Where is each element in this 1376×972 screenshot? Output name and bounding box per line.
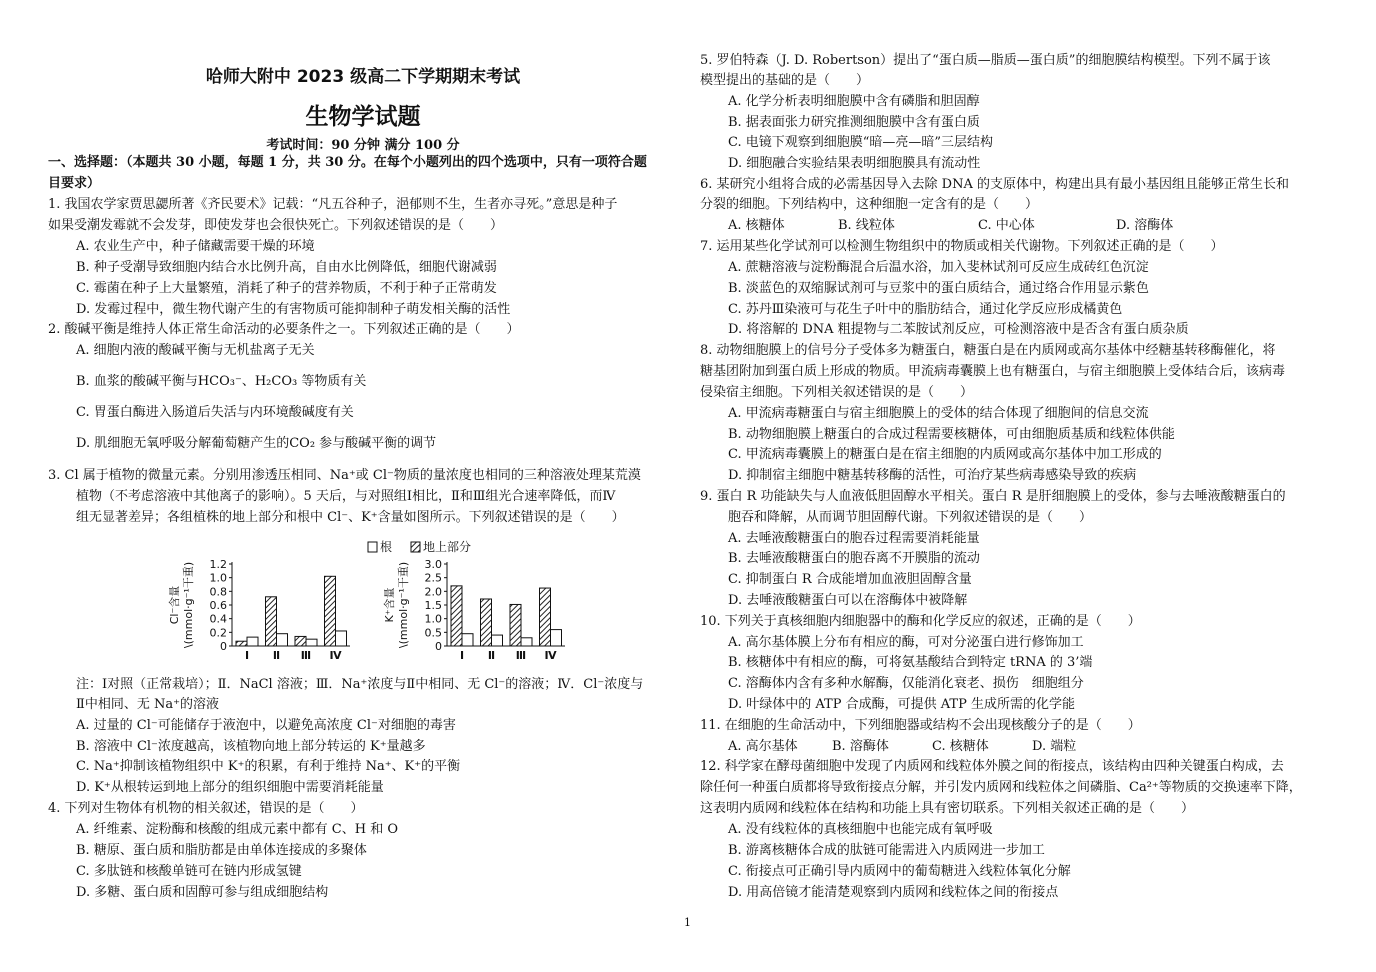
q5-option-d: D. 细胞融合实验结果表明细胞膜具有流动性	[728, 156, 981, 171]
chart2-y-label: K⁺含量	[383, 587, 396, 623]
q5-stem: 5. 罗伯特森（J. D. Robertson）提出了“蛋白质—脂质—蛋白质”的细胞膜结构模型。下列不属于该	[700, 53, 1271, 68]
q1-stem: 1. 我国农学家贾思勰所著《齐民要术》记载：“凡五谷种子，浥郁则不生，生者亦寻死。”意思是种子	[48, 197, 618, 212]
q1-option-d: D. 发霉过程中，微生物代谢产生的有害物质可能抑制种子萌发相关酶的活性	[76, 302, 511, 317]
q6-option-d: D. 溶酶体	[1116, 218, 1174, 233]
q6-option-b: B. 线粒体	[838, 218, 895, 233]
q3-note: 注：Ⅰ对照（正常栽培）；Ⅱ．NaCl 溶液；Ⅲ．Na⁺浓度与Ⅱ中相同、无 Cl⁻的溶液；Ⅳ．Cl⁻浓度与	[76, 677, 644, 692]
q12-stem-cont: 除任何一种蛋白质都将导致衔接点分解，并引发内质网和线粒体之间磷脂、Ca²⁺等物质的交换速率下降，	[700, 780, 1302, 795]
q2-option-c: C. 胃蛋白酶进入肠道后失活与内环境酸碱度有关	[76, 405, 354, 420]
q12-option-c: C. 衔接点可正确引导内质网中的葡萄糖进入线粒体氧化分解	[728, 864, 1071, 879]
chart2-bar-root	[492, 635, 503, 646]
q8-stem-cont2: 侵染宿主细胞。下列相关叙述错误的是（ ）	[700, 385, 974, 400]
q10-option-b: B. 核糖体中有相应的酶，可将氨基酸结合到特定 tRNA 的 3’端	[728, 655, 1093, 670]
chart1-y-tick-label: 0.6	[209, 599, 227, 612]
q9-stem-cont: 胞吞和降解，从而调节胆固醇代谢。下列叙述错误的是（ ）	[728, 510, 1093, 525]
q11-option-d: D. 端粒	[1032, 739, 1077, 754]
chart1-bar-shoot	[236, 641, 247, 646]
q11-option-b: B. 溶酶体	[832, 739, 889, 754]
q3-stem-cont: 植物（不考虑溶液中其他离子的影响）。5 天后，与对照组Ⅰ相比，Ⅱ和Ⅲ组光合速率降低，而Ⅳ	[76, 489, 616, 504]
chart1-bar-root	[336, 631, 347, 646]
chart2-bar-root	[551, 630, 562, 646]
q2-stem: 2. 酸碱平衡是维持人体正常生命活动的必要条件之一。下列叙述正确的是（ ）	[48, 322, 520, 337]
chart2-bar-root	[462, 634, 473, 646]
q7-option-d: D. 将溶解的 DNA 粗提物与二苯胺试剂反应，可检测溶液中是否含有蛋白质杂质	[728, 322, 1189, 337]
q3-stem: 3. Cl 属于植物的微量元素。分别用渗透压相同、Na⁺或 Cl⁻物质的量浓度也相同的三种溶液处理某荒漠	[48, 468, 641, 483]
q11-option-c: C. 核糖体	[932, 739, 989, 754]
q10-option-d: D. 叶绿体中的 ATP 合成酶，可提供 ATP 生成所需的化学能	[728, 697, 1075, 712]
q6-stem: 6. 某研究小组将合成的必需基因导入去除 DNA 的支原体中，构建出具有最小基因组且能够正常生长和	[700, 177, 1289, 192]
chart1-y-tick-label: 0.8	[209, 585, 227, 599]
q9-stem: 9. 蛋白 R 功能缺失与人血液低胆固醇水平相关。蛋白 R 是肝细胞膜上的受体，参与去唾液酸糖蛋白的	[700, 489, 1286, 504]
q9-option-a: A. 去唾液酸糖蛋白的胞吞过程需要消耗能量	[728, 531, 980, 546]
chart1-y-tick-label: 1.2	[209, 558, 227, 571]
chart2-category-label: Ⅱ	[487, 649, 496, 662]
q3-option-a: A. 过量的 Cl⁻可能储存于液泡中，以避免高浓度 Cl⁻对细胞的毒害	[76, 718, 456, 733]
chart2-category-label: Ⅲ	[515, 649, 527, 662]
q5-stem-cont: 模型提出的基础的是（ ）	[700, 73, 870, 88]
chart1-category-label: Ⅰ	[244, 649, 250, 662]
q3-option-d: D. K⁺从根转运到地上部分的组织细胞中需要消耗能量	[76, 780, 384, 795]
chart2-y-tick-label: 3.0	[424, 558, 442, 571]
q8-option-d: D. 抑制宿主细胞中糖基转移酶的活性，可治疗某些病毒感染导致的疾病	[728, 468, 1137, 483]
chart1-y-label-unit: \(mmol·g⁻¹干重)	[182, 561, 195, 649]
q7-option-c: C. 苏丹Ⅲ染液可与花生子叶中的脂肪结合，通过化学反应形成橘黄色	[728, 302, 1123, 317]
q4-option-d: D. 多糖、蛋白质和固醇可参与组成细胞结构	[76, 885, 329, 900]
q1-option-c: C. 霉菌在种子上大量繁殖，消耗了种子的营养物质，不利于种子正常萌发	[76, 281, 497, 296]
exam-info: 考试时间：90 分钟 满分 100 分	[266, 138, 460, 153]
q7-option-b: B. 淡蓝色的双缩脲试剂可与豆浆中的蛋白质结合，通过络合作用显示紫色	[728, 281, 1149, 296]
subject-title: 生物学试题	[305, 104, 421, 130]
q11-stem: 11. 在细胞的生命活动中，下列细胞器或结构不会出现核酸分子的是（ ）	[700, 718, 1141, 733]
legend-root-swatch	[368, 542, 377, 552]
q10-option-a: A. 高尔基体膜上分布有相应的酶，可对分泌蛋白进行修饰加工	[728, 635, 1084, 650]
chart1-bar-shoot	[325, 576, 336, 646]
school-title: 哈师大附中 2023 级高二下学期期末考试	[205, 67, 521, 87]
q11-option-a: A. 高尔基体	[728, 739, 798, 754]
q11-options	[728, 738, 1076, 756]
chart1-bar-shoot	[295, 636, 306, 646]
q5-option-c: C. 电镜下观察到细胞膜“暗—亮—暗”三层结构	[728, 135, 994, 150]
q3-option-b: B. 溶液中 Cl⁻浓度越高，该植物向地上部分转运的 K⁺量越多	[76, 739, 426, 754]
chart2-y-tick-label: 2.5	[424, 571, 442, 585]
chart2-bar-shoot	[540, 588, 551, 646]
chart2-y-tick-label: 0	[435, 640, 442, 653]
section-heading: 一、选择题：（本题共 30 小题，每题 1 分，共 30 分。在每个小题列出的四个选项中，只有一项符合题	[48, 155, 647, 170]
q8-option-b: B. 动物细胞膜上糖蛋白的合成过程需要核糖体，可由细胞质基质和线粒体供能	[728, 427, 1175, 442]
q10-stem: 10. 下列关于真核细胞内细胞器中的酶和化学反应的叙述，正确的是（ ）	[700, 614, 1141, 629]
chart2-bar-root	[521, 638, 532, 646]
chart1-category-label: Ⅳ	[329, 649, 342, 662]
q1-option-b: B. 种子受潮导致细胞内结合水比例升高，自由水比例降低，细胞代谢减弱	[76, 260, 497, 275]
chart2-category-label: Ⅰ	[459, 649, 465, 662]
legend-root-label: 根	[380, 540, 393, 554]
chart2-y-tick-label: 1.5	[424, 599, 442, 612]
chart2-y-tick-label: 0.5	[424, 626, 442, 640]
q3-option-c: C. Na⁺抑制该植物组织中 K⁺的积累，有利于维持 Na⁺、K⁺的平衡	[76, 759, 461, 774]
q2-option-a: A. 细胞内液的酸碱平衡与无机盐离子无关	[76, 343, 315, 358]
q8-stem-cont: 糖基团附加到蛋白质上形成的物质。甲流病毒囊膜上也有糖蛋白，与宿主细胞膜上受体结合后，该病毒	[700, 364, 1286, 379]
chart1-y-tick-label: 0.4	[209, 612, 227, 626]
legend-shoot-label: 地上部分	[423, 540, 472, 554]
q8-option-c: C. 甲流病毒囊膜上的糖蛋白是在宿主细胞的内质网或高尔基体中加工形成的	[728, 447, 1162, 462]
q12-stem: 12. 科学家在酵母菌细胞中发现了内质网和线粒体外膜之间的衔接点，该结构由四种关键蛋白构成，去	[700, 759, 1284, 774]
q2-option-b: B. 血浆的酸碱平衡与HCO₃⁻、H₂CO₃ 等物质有关	[76, 374, 367, 389]
q4-option-b: B. 糖原、蛋白质和脂肪都是由单体连接成的多聚体	[76, 843, 367, 858]
q5-option-a: A. 化学分析表明细胞膜中含有磷脂和胆固醇	[728, 94, 980, 109]
q1-option-a: A. 农业生产中，种子储藏需要干燥的环境	[76, 239, 315, 254]
q3-stem-cont2: 组无显著差异；各组植株的地上部分和根中 Cl⁻、K⁺含量如图所示。下列叙述错误的是（ ）	[76, 510, 625, 525]
q6-stem-cont: 分裂的细胞。下列结构中，这种细胞一定含有的是（ ）	[700, 197, 1039, 212]
q8-option-a: A. 甲流病毒糖蛋白与宿主细胞膜上的受体的结合体现了细胞间的信息交流	[728, 406, 1149, 421]
chart2-bar-shoot	[510, 604, 521, 646]
chart1-y-tick-label: 0.2	[209, 626, 227, 640]
chart1-bar-shoot	[266, 597, 277, 646]
page-number: 1	[684, 916, 691, 929]
q7-option-a: A. 蔗糖溶液与淀粉酶混合后温水浴，加入斐林试剂可反应生成砖红色沉淀	[728, 260, 1149, 275]
chart2-y-tick-label: 1.0	[424, 612, 442, 626]
q4-option-c: C. 多肽链和核酸单链可在链内形成氢键	[76, 864, 302, 879]
chart2-bar-shoot	[451, 586, 462, 646]
q8-stem: 8. 动物细胞膜上的信号分子受体多为糖蛋白，糖蛋白是在内质网或高尔基体中经糖基转移酶催化，将	[700, 343, 1276, 358]
q12-option-b: B. 游离核糖体合成的肽链可能需进入内质网进一步加工	[728, 843, 1045, 858]
q5-option-b: B. 据表面张力研究推测细胞膜中含有蛋白质	[728, 115, 980, 130]
chart1-y-tick-label: 0	[220, 640, 227, 653]
legend-shoot-swatch	[411, 542, 420, 552]
q1-stem-cont: 如果受潮发霉就不会发芽，即使发芽也会很快死亡。下列叙述错误的是（ ）	[48, 218, 504, 233]
section-heading-cont: 目要求）	[48, 176, 101, 191]
chart2-bar-shoot	[481, 599, 492, 646]
q6-options	[728, 217, 1173, 235]
chart1-bar-root	[247, 637, 258, 646]
q9-option-b: B. 去唾液酸糖蛋白的胞吞离不开膜脂的流动	[728, 551, 980, 566]
chart2-category-label: Ⅳ	[544, 649, 557, 662]
q10-option-c: C. 溶酶体内含有多种水解酶，仅能消化衰老、损伤 细胞组分	[728, 676, 1084, 691]
chart2-y-tick-label: 2.0	[424, 585, 442, 599]
q7-stem: 7. 运用某些化学试剂可以检测生物组织中的物质或相关代谢物。下列叙述正确的是（ ）	[700, 239, 1224, 254]
q9-option-d: D. 去唾液酸糖蛋白可以在溶酶体中被降解	[728, 593, 968, 608]
chart1-bar-root	[277, 634, 288, 646]
q6-option-a: A. 核糖体	[728, 218, 785, 233]
q2-option-d: D. 肌细胞无氧呼吸分解葡萄糖产生的CO₂ 参与酸碱平衡的调节	[76, 436, 437, 451]
chart1-bar-root	[306, 639, 317, 646]
q4-stem: 4. 下列对生物体有机物的相关叙述，错误的是（ ）	[48, 801, 364, 816]
q3-figure	[158, 534, 598, 666]
chart1-y-label: Cl⁻含量	[168, 585, 181, 625]
chart1-y-tick-label: 1.0	[209, 571, 227, 585]
chart2-y-label-unit: \(mmol·g⁻¹干重)	[397, 561, 410, 649]
q6-option-c: C. 中心体	[978, 218, 1035, 233]
chart1-category-label: Ⅲ	[300, 649, 312, 662]
chart1-category-label: Ⅱ	[272, 649, 281, 662]
q3-note-cont: Ⅱ中相同、无 Na⁺的溶液	[76, 697, 219, 712]
q12-option-a: A. 没有线粒体的真核细胞中也能完成有氧呼吸	[728, 822, 993, 837]
q4-option-a: A. 纤维素、淀粉酶和核酸的组成元素中都有 C、H 和 O	[76, 822, 398, 837]
q9-option-c: C. 抑制蛋白 R 合成能增加血液胆固醇含量	[728, 572, 972, 587]
q12-stem-cont2: 这表明内质网和线粒体在结构和功能上具有密切联系。下列相关叙述正确的是（ ）	[700, 801, 1195, 816]
q12-option-d: D. 用高倍镜才能清楚观察到内质网和线粒体之间的衔接点	[728, 885, 1059, 900]
